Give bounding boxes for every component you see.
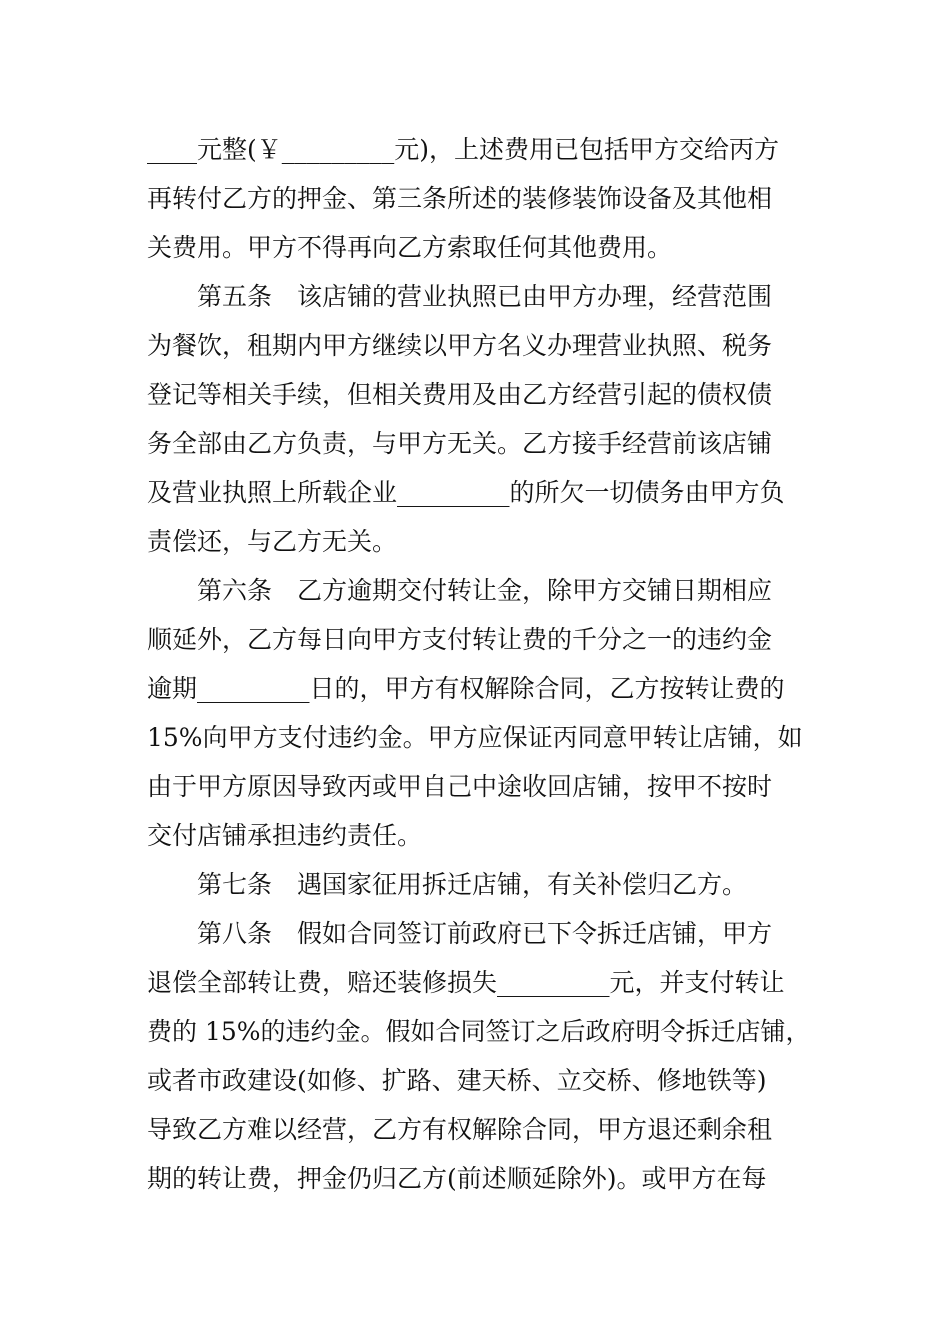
text-line: 再转付乙方的押金、第三条所述的装修装饰设备及其他相 <box>147 184 773 213</box>
text-line: 期的转让费，押金仍归乙方(前述顺延除外)。或甲方在每 <box>147 1164 767 1193</box>
text-line: 交付店铺承担违约责任。 <box>147 821 423 850</box>
document-body <box>147 125 811 1203</box>
text-line: 责偿还，与乙方无关。 <box>147 527 398 556</box>
text-line: 或者市政建设(如修、扩路、建天桥、立交桥、修地铁等) <box>147 1066 767 1095</box>
text-line: 退偿全部转让费，赔还装修损失_________元，并支付转让 <box>147 968 785 997</box>
text-line: 关费用。甲方不得再向乙方索取任何其他费用。 <box>147 233 673 262</box>
text-line: 为餐饮，租期内甲方继续以甲方名义办理营业执照、税务 <box>147 331 773 360</box>
text-line: 登记等相关手续，但相关费用及由乙方经营引起的债权债 <box>147 380 773 409</box>
text-line: 由于甲方原因导致丙或甲自己中途收回店铺，按甲不按时 <box>147 772 773 801</box>
text-line: ____元整(￥_________元)，上述费用已包括甲方交给丙方 <box>147 135 780 164</box>
text-line: 导致乙方难以经营，乙方有权解除合同，甲方退还剩余租 <box>147 1115 773 1144</box>
article-5-heading-line: 第五条 该店铺的营业执照已由甲方办理，经营范围 <box>197 282 773 311</box>
text-line: 费的 15%的违约金。假如合同签订之后政府明令拆迁店铺， <box>147 1017 811 1046</box>
article-7-line: 第七条 遇国家征用拆迁店铺，有关补偿归乙方。 <box>197 870 748 899</box>
article-6-heading-line: 第六条 乙方逾期交付转让金，除甲方交铺日期相应 <box>197 576 773 605</box>
text-line: 逾期_________日的，甲方有权解除合同，乙方按转让费的 <box>147 674 785 703</box>
text-line: 顺延外，乙方每日向甲方支付转让费的千分之一的违约金 <box>147 625 773 654</box>
text-line: 15%向甲方支付违约金。甲方应保证丙同意甲转让店铺，如 <box>147 723 803 752</box>
text-line: 及营业执照上所载企业_________的所欠一切债务由甲方负 <box>147 478 785 507</box>
article-8-heading-line: 第八条 假如合同签订前政府已下令拆迁店铺，甲方 <box>197 919 773 948</box>
text-line: 务全部由乙方负责，与甲方无关。乙方接手经营前该店铺 <box>147 429 773 458</box>
